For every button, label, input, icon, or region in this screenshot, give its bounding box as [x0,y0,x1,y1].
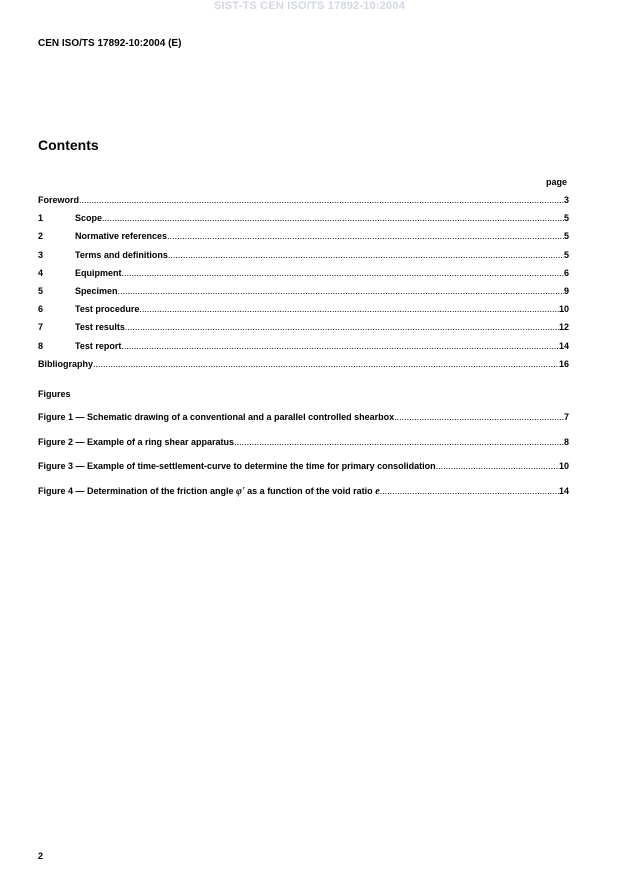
figure-title [38,486,380,497]
toc-number: 4 [38,267,44,278]
toc-title: Test procedure [75,304,140,315]
toc-number: 6 [38,304,44,315]
toc-entry-scope[interactable] [38,213,569,231]
dot-leader [167,231,564,241]
toc-page: 12 [558,322,569,333]
toc-page: 14 [558,340,569,351]
figure-page: 7 [563,412,569,422]
document-id: CEN ISO/TS 17892-10:2004 (E) [38,38,182,49]
table-of-contents [38,195,569,377]
toc-title: Normative references [75,231,168,242]
toc-number: 3 [38,249,44,260]
dot-leader [125,322,559,332]
contents-title: Contents [38,137,99,153]
toc-entry-normative-references[interactable] [38,231,569,249]
toc-page: 6 [563,267,569,278]
figures-heading: Figures [38,389,71,399]
figure-title: Figure 1 — Schematic drawing of a conventional and a parallel controlled shearbox [38,412,395,422]
dot-leader [121,341,559,351]
toc-entry-equipment[interactable] [38,268,569,286]
figure-title: Figure 3 — Example of time-settlement-curve to determine the time for primary consolidation [38,461,436,471]
dot-leader [380,486,559,496]
dot-leader [168,250,564,260]
figure-title-part: as a function of the void ratio [244,485,376,496]
toc-title: Terms and definitions [75,249,168,260]
toc-title: Scope [75,213,103,224]
toc-title: Test results [75,322,125,333]
page-number: 2 [38,851,44,861]
toc-page: 3 [563,195,569,205]
figure-page: 8 [563,436,569,447]
toc-title: Equipment [75,267,122,278]
toc-entry-test-report[interactable] [38,341,569,359]
figure-entry-1[interactable] [38,412,569,437]
dot-leader [394,412,564,422]
toc-entry-specimen[interactable] [38,286,569,304]
figure-title-part: Figure 4 — Determination of the friction angle [38,485,237,496]
toc-title: Bibliography [38,358,94,369]
toc-page: 5 [563,249,569,260]
toc-title: Foreword [38,195,80,205]
toc-entry-test-procedure[interactable] [38,304,569,322]
watermark: SIST-TS CEN ISO/TS 17892-10:2004 [213,0,406,12]
toc-entry-terms-and-definitions[interactable] [38,250,569,268]
dot-leader [93,359,559,369]
dot-leader [139,304,559,314]
figure-title: Figure 2 — Example of a ring shear apparatus [38,436,235,447]
toc-number: 2 [38,231,44,242]
figure-entry-4[interactable] [38,486,569,511]
figure-page: 14 [558,485,569,496]
dot-leader [234,437,564,447]
toc-page: 5 [563,231,569,242]
void-ratio-symbol: e [375,485,380,497]
toc-page: 16 [558,358,569,369]
list-of-figures [38,412,569,510]
figure-entry-3[interactable] [38,461,569,486]
dot-leader [118,286,564,296]
toc-page: 10 [558,304,569,315]
toc-title: Specimen [75,285,118,296]
figure-entry-2[interactable] [38,437,569,462]
toc-number: 8 [38,340,44,351]
toc-page: 5 [563,213,569,224]
toc-entry-test-results[interactable] [38,322,569,340]
dot-leader [102,213,564,223]
page-column-label: page [545,177,567,187]
toc-number: 1 [38,213,44,224]
toc-entry-foreword[interactable] [38,195,569,213]
toc-number: 7 [38,322,44,333]
toc-number: 5 [38,285,44,296]
toc-page: 9 [563,285,569,296]
friction-angle-symbol: φ' [236,485,245,497]
toc-entry-bibliography[interactable] [38,359,569,377]
dot-leader [122,268,564,278]
dot-leader [436,461,559,471]
dot-leader [79,195,564,205]
toc-title: Test report [75,340,122,351]
figure-page: 10 [558,461,569,471]
